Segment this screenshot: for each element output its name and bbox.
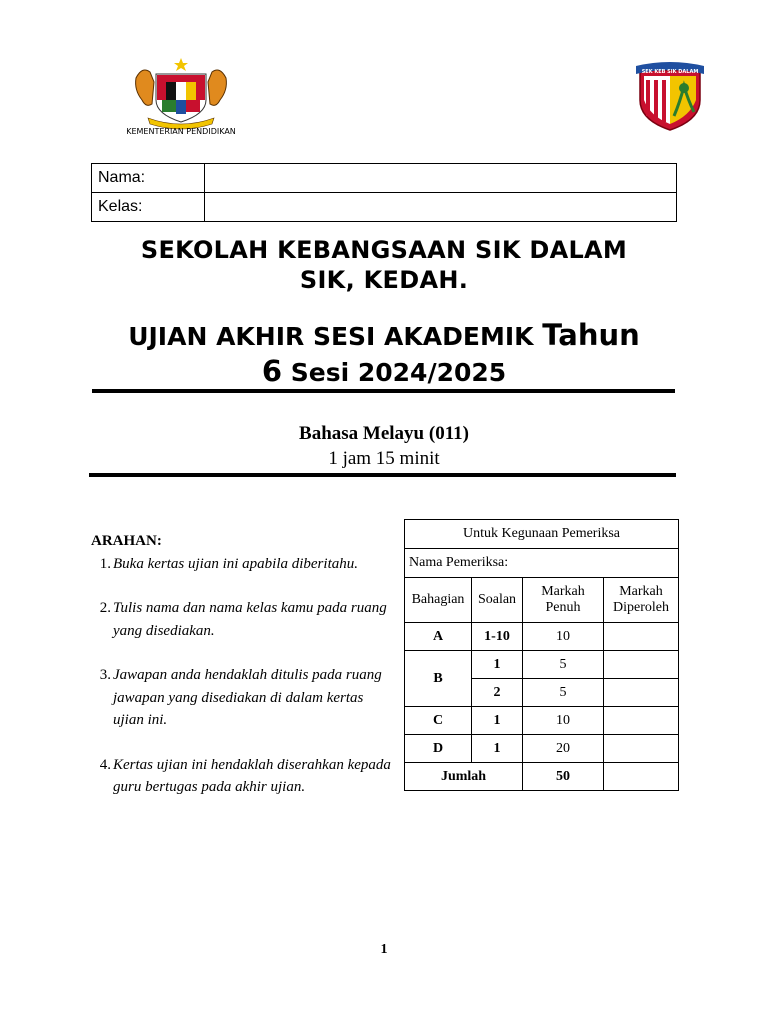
- table-row: A 1-10 10: [405, 623, 679, 651]
- table-header-row: [405, 578, 679, 623]
- header-full-marks: Markah Penuh: [523, 578, 604, 623]
- table-total-row: [405, 763, 679, 791]
- exam-title-year-word: Tahun: [542, 318, 640, 352]
- school-name: [0, 235, 768, 295]
- exam-title-main: UJIAN AKHIR SESI AKADEMIK: [128, 322, 534, 351]
- school-name-line1: SEKOLAH KEBANGSAAN SIK DALAM: [140, 236, 628, 264]
- obtained-marks-cell[interactable]: [604, 707, 679, 735]
- ministry-crest-logo: [126, 58, 236, 142]
- total-label: Jumlah: [405, 763, 523, 791]
- examiner-table-title: Untuk Kegunaan Pemeriksa: [405, 520, 679, 549]
- obtained-marks-cell[interactable]: [604, 623, 679, 651]
- exam-duration: 1 jam 15 minit: [328, 448, 440, 469]
- instruction-item: 4. Kertas ujian ini hendaklah diserahkan kepada guru bertugas pada akhir ujian.: [99, 756, 391, 795]
- exam-title: [0, 318, 768, 390]
- table-row: [405, 549, 679, 578]
- header-section: Bahagian: [405, 578, 472, 623]
- exam-year-level: 6: [261, 354, 283, 388]
- examiner-marks-table: [404, 519, 679, 791]
- obtained-total-cell[interactable]: [604, 763, 679, 791]
- header-obtained-marks: Markah Diperoleh: [604, 578, 679, 623]
- table-row: D 1 20: [405, 735, 679, 763]
- examiner-name-label: Nama Pemeriksa:: [405, 549, 679, 578]
- name-label: Nama:: [92, 164, 205, 193]
- header-divider-bottom: [89, 473, 676, 477]
- class-field[interactable]: [205, 193, 677, 222]
- header-question: Soalan: [472, 578, 523, 623]
- page-number: 1: [380, 942, 388, 957]
- table-row: [405, 520, 679, 549]
- obtained-marks-cell[interactable]: [604, 651, 679, 679]
- obtained-marks-cell[interactable]: [604, 735, 679, 763]
- ministry-caption: KEMENTERIAN PENDIDIKAN: [126, 127, 236, 136]
- table-row: C 1 10: [405, 707, 679, 735]
- obtained-marks-cell[interactable]: [604, 679, 679, 707]
- instruction-item: 2. Tulis nama dan nama kelas kamu pada ruang yang disediakan.: [99, 600, 387, 639]
- class-label: Kelas:: [92, 193, 205, 222]
- school-badge-logo: [634, 60, 706, 132]
- instructions-section: [91, 530, 391, 821]
- table-row: 2 5: [405, 679, 679, 707]
- instruction-item: 3. Jawapan anda hendaklah ditulis pada ruang jawapan yang disediakan di dalam kertas ujian ini.: [99, 667, 382, 728]
- student-info-table: [91, 163, 677, 222]
- header-divider-top: [92, 389, 675, 393]
- total-value: 50: [523, 763, 604, 791]
- instruction-item: 1. Buka kertas ujian ini apabila diberitahu.: [99, 555, 358, 572]
- school-badge-banner: SEK KEB SIK DALAM: [641, 69, 699, 75]
- name-field[interactable]: [205, 164, 677, 193]
- class-row: [92, 193, 677, 222]
- name-row: [92, 164, 677, 193]
- table-row: B 1 5: [405, 651, 679, 679]
- exam-session: Sesi 2024/2025: [290, 358, 507, 387]
- subject-title: Bahasa Melayu (011): [299, 423, 469, 444]
- instructions-heading: ARAHAN:: [91, 533, 162, 549]
- school-name-line2: SIK, KEDAH.: [299, 266, 469, 294]
